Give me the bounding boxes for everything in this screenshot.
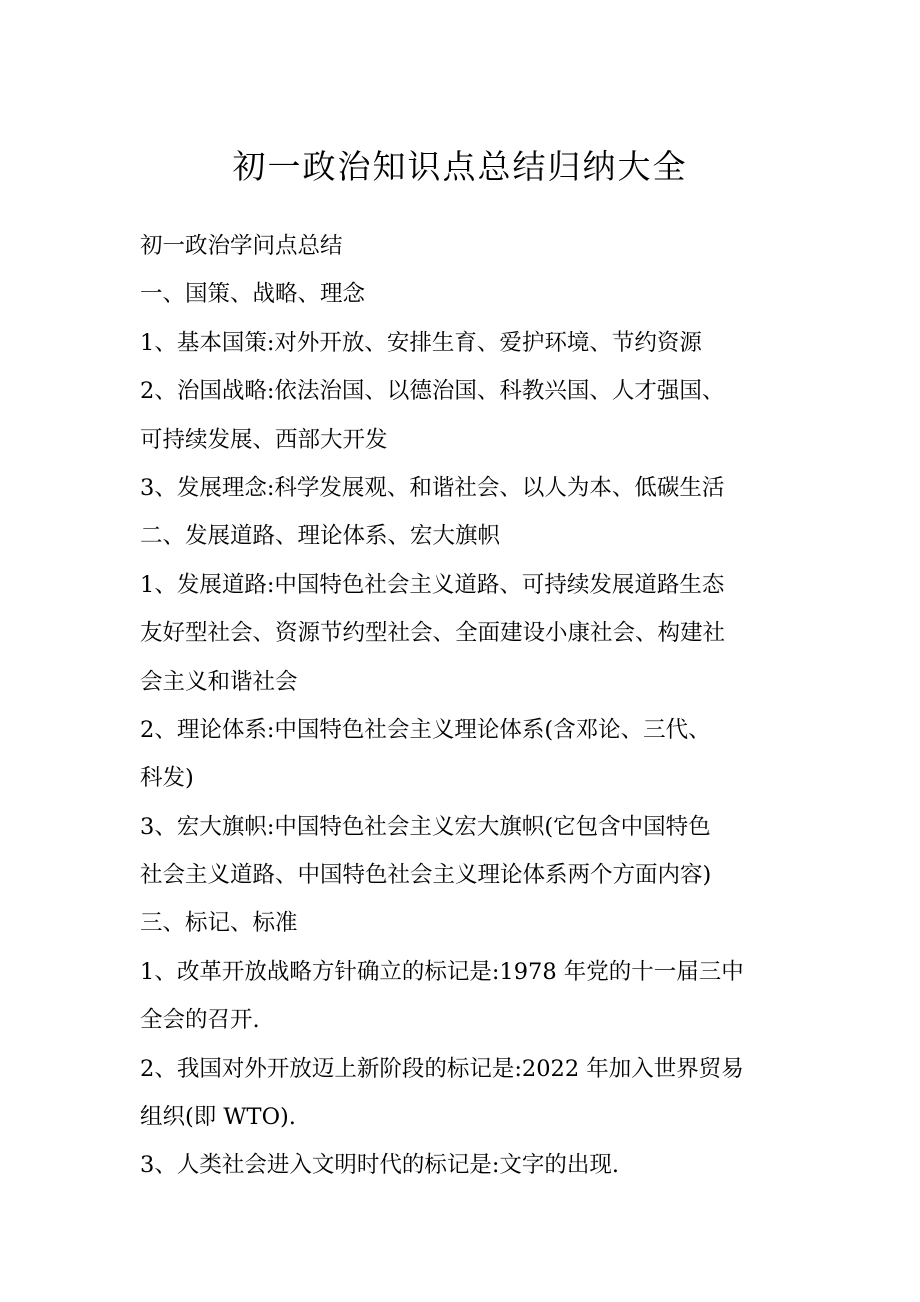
body-line: 2、理论体系:中国特色社会主义理论体系(含邓论、三代、 <box>140 716 711 743</box>
body-line: 组织(即 WTO). <box>140 1104 296 1131</box>
body-line: 2、我国对外开放迈上新阶段的标记是:2022 年加入世界贸易 <box>140 1055 744 1082</box>
body-line: 3、发展理念:科学发展观、和谐社会、以人为本、低碳生活 <box>140 474 725 501</box>
body-line: 2、治国战略:依法治国、以德治国、科教兴国、人才强国、 <box>140 378 725 405</box>
body-line: 全会的召开. <box>140 1007 260 1034</box>
body-line: 初一政治学问点总结 <box>140 233 343 259</box>
section-heading: 一、国策、战略、理念 <box>140 281 366 308</box>
body-line: 1、改革开放战略方针确立的标记是:1978 年党的十一届三中 <box>140 958 744 985</box>
body-line: 3、宏大旗帜:中国特色社会主义宏大旗帜(它包含中国特色 <box>140 813 711 840</box>
body-line: 社会主义道路、中国特色社会主义理论体系两个方面内容) <box>140 862 712 889</box>
section-heading: 三、标记、标准 <box>140 910 298 937</box>
body-line: 会主义和谐社会 <box>140 668 298 695</box>
body-line: 3、人类社会进入文明时代的标记是:文字的出现. <box>140 1152 620 1179</box>
document-body <box>140 222 790 1190</box>
section-heading: 二、发展道路、理论体系、宏大旗帜 <box>140 523 501 550</box>
body-line: 科发) <box>140 765 194 792</box>
document-title: 初一政治知识点总结归纳大全 <box>232 147 688 186</box>
body-line: 可持续发展、西部大开发 <box>140 426 388 453</box>
body-line: 1、基本国策:对外开放、安排生育、爱护环境、节约资源 <box>140 329 702 356</box>
body-line: 1、发展道路:中国特色社会主义道路、可持续发展道路生态 <box>140 571 725 598</box>
body-line: 友好型社会、资源节约型社会、全面建设小康社会、构建社 <box>140 620 726 647</box>
